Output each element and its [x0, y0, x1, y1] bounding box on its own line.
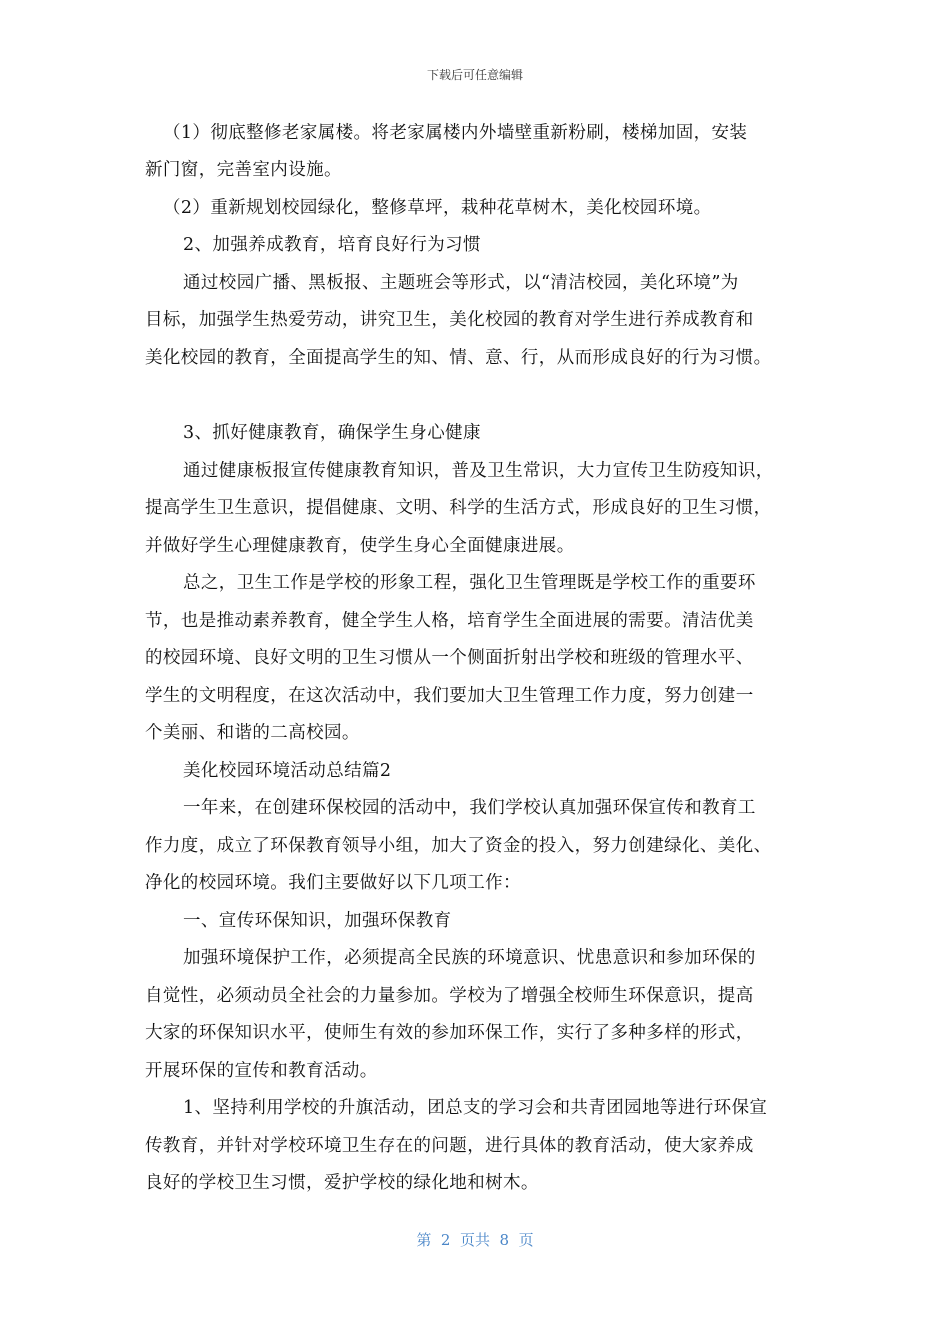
body-line: 学生的文明程度，在这次活动中，我们要加大卫生管理工作力度，努力创建一 [145, 686, 754, 706]
body-heading: 一、宣传环保知识，加强环保教育 [183, 911, 452, 931]
body-line: 传教育，并针对学校环境卫生存在的问题，进行具体的教育活动，使大家养成 [145, 1136, 754, 1156]
body-line: 总之，卫生工作是学校的形象工程，强化卫生管理既是学校工作的重要环 [183, 573, 756, 593]
body-line: 大家的环保知识水平，使师生有效的参加环保工作，实行了多种多样的形式， [145, 1023, 754, 1043]
body-heading: 3、抓好健康教育，确保学生身心健康 [183, 423, 481, 443]
body-line: 作力度，成立了环保教育领导小组，加大了资金的投入，努力创建绿化、美化、 [145, 836, 772, 856]
page-header: 下载后可任意编辑 [426, 68, 523, 82]
body-line: 并做好学生心理健康教育，使学生身心全面健康进展。 [145, 536, 575, 556]
body-line: （2）重新规划校园绿化，整修草坪，栽种花草树木，美化校园环境。 [163, 198, 712, 218]
body-line: 的校园环境、良好文明的卫生习惯从一个侧面折射出学校和班级的管理水平、 [145, 648, 754, 668]
body-line: 通过健康板报宣传健康教育知识，普及卫生常识，大力宣传卫生防疫知识， [183, 461, 774, 481]
body-line: 个美丽、和谐的二高校园。 [145, 723, 360, 743]
body-line: 美化校园的教育，全面提高学生的知、情、意、行，从而形成良好的行为习惯。 [145, 348, 772, 368]
body-line: （1）彻底整修老家属楼。将老家属楼内外墙壁重新粉刷，楼梯加固，安装 [163, 123, 748, 143]
body-line: 自觉性，必须动员全社会的力量参加。学校为了增强全校师生环保意识，提高 [145, 986, 754, 1006]
body-line: 目标，加强学生热爱劳动，讲究卫生，美化校园的教育对学生进行养成教育和 [145, 310, 754, 330]
body-line: 加强环境保护工作，必须提高全民族的环境意识、忧患意识和参加环保的 [183, 948, 756, 968]
body-heading: 2、加强养成教育，培育良好行为习惯 [183, 235, 481, 255]
body-line: 节，也是推动素养教育，健全学生人格，培育学生全面进展的需要。清洁优美 [145, 611, 754, 631]
body-line: 开展环保的宣传和教育活动。 [145, 1061, 378, 1081]
body-line: 一年来，在创建环保校园的活动中，我们学校认真加强环保宣传和教育工 [183, 798, 756, 818]
body-line: 新门窗，完善室内设施。 [145, 160, 342, 180]
body-line: 良好的学校卫生习惯，爱护学校的绿化地和树木。 [145, 1173, 539, 1193]
body-line: 提高学生卫生意识，提倡健康、文明、科学的生活方式，形成良好的卫生习惯， [145, 498, 772, 518]
page-footer: 第 2 页共 8 页 [416, 1231, 534, 1249]
body-line: 通过校园广播、黑板报、主题班会等形式，以“清洁校园，美化环境”为 [183, 273, 739, 293]
body-line: 1、坚持利用学校的升旗活动，团总支的学习会和共青团园地等进行环保宣 [183, 1098, 768, 1118]
body-line: 净化的校园环境。我们主要做好以下几项工作： [145, 873, 521, 893]
section-title: 美化校园环境活动总结篇2 [183, 761, 392, 781]
